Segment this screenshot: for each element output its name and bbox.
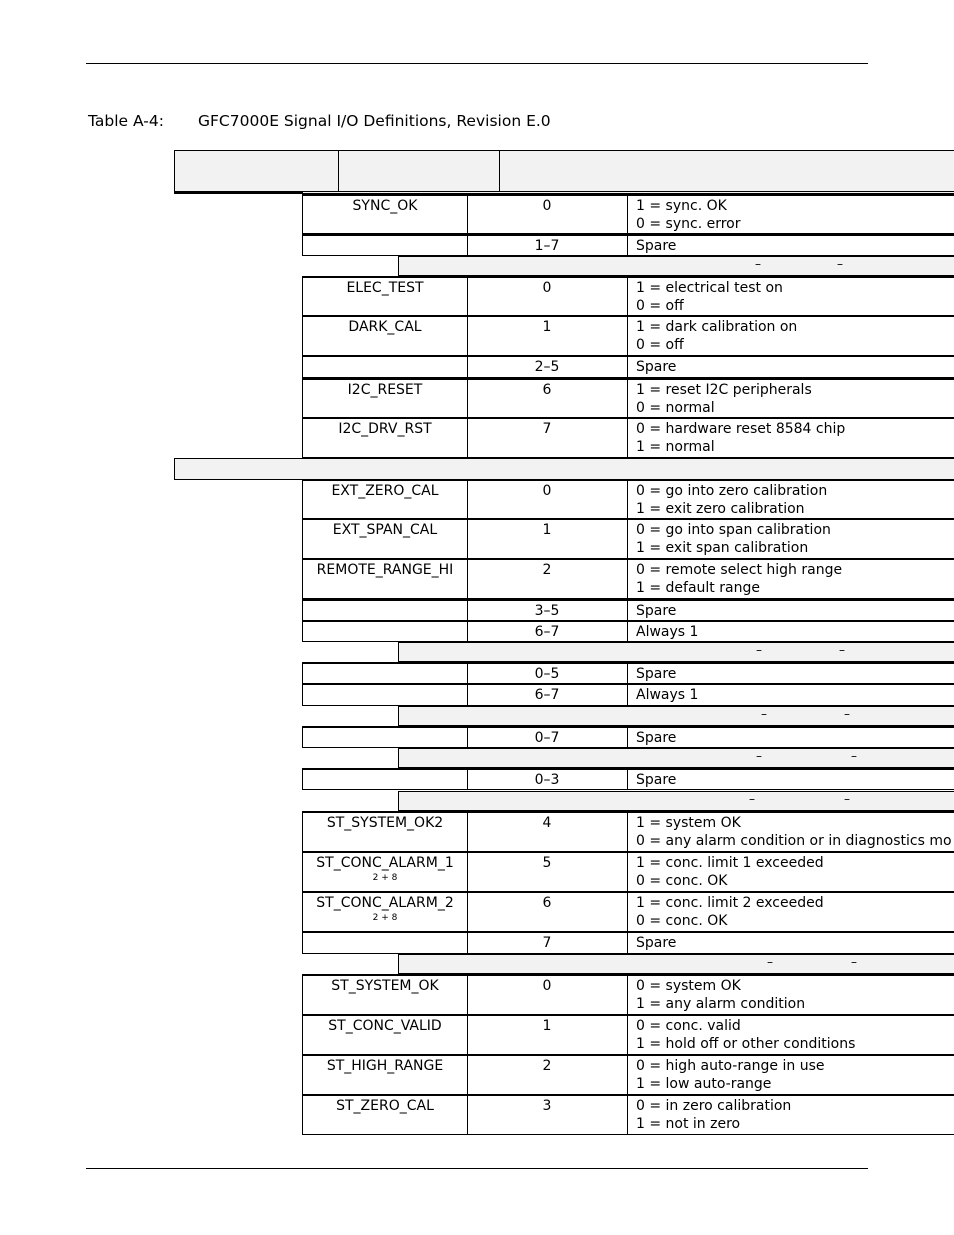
bit-cell: 0 xyxy=(467,278,628,315)
signal-name-cell: ST_SYSTEM_OK xyxy=(303,976,468,1014)
bit-cell: 6 xyxy=(467,893,628,931)
bit-cell: 2–5 xyxy=(467,357,628,377)
description-cell: 0 = in zero calibration 1 = not in zero xyxy=(636,1098,792,1132)
table-row xyxy=(302,234,954,256)
description-cell: 0 = conc. valid 1 = hold off or other conditions xyxy=(636,1018,856,1052)
bit-cell: 0 xyxy=(467,196,628,233)
table-row xyxy=(302,662,954,684)
table-row xyxy=(302,276,954,316)
description-cell: 0 = system OK 1 = any alarm condition xyxy=(636,978,806,1012)
table-row xyxy=(302,852,954,892)
table-number: Table A-4: xyxy=(88,112,164,130)
signal-name-cell xyxy=(303,664,468,683)
table-row xyxy=(302,974,954,1015)
band-dash: – xyxy=(767,955,773,969)
bit-cell: 6–7 xyxy=(467,685,628,705)
table-title: GFC7000E Signal I/O Definitions, Revision E.0 xyxy=(198,112,551,130)
description-cell: 1 = electrical test on 0 = off xyxy=(636,280,783,314)
description-cell: Spare xyxy=(636,730,677,746)
band-dash: – xyxy=(749,792,755,806)
bit-cell: 0–3 xyxy=(467,770,628,789)
table-row xyxy=(302,1055,954,1095)
header-divider xyxy=(499,151,500,191)
bit-cell: 1 xyxy=(467,1016,628,1054)
band-dash: – xyxy=(844,792,850,806)
section-band xyxy=(398,791,954,811)
signal-name-cell: REMOTE_RANGE_HI xyxy=(303,560,468,598)
bit-cell: 3 xyxy=(467,1096,628,1134)
signal-name-cell xyxy=(303,601,468,620)
bit-cell: 0 xyxy=(467,976,628,1014)
bottom-rule xyxy=(86,1168,868,1169)
signal-name-cell: I2C_RESET xyxy=(303,380,468,417)
header-divider xyxy=(338,151,339,191)
band-dash: – xyxy=(756,749,762,763)
description-cell: 0 = remote select high range 1 = default range xyxy=(636,562,843,596)
section-band xyxy=(398,706,954,726)
signal-name-cell: ST_HIGH_RANGE xyxy=(303,1056,468,1094)
description-cell: 1 = system OK 0 = any alarm condition or in diagnostics mo xyxy=(636,815,952,849)
section-band xyxy=(174,458,954,480)
bit-cell: 0 xyxy=(467,481,628,518)
table-row xyxy=(302,519,954,559)
table-row xyxy=(302,418,954,458)
table-row xyxy=(302,479,954,519)
signal-name-cell: ST_CONC_ALARM_1 2 + 8 xyxy=(303,853,468,891)
table-header xyxy=(174,150,954,194)
signal-name-cell: ELEC_TEST xyxy=(303,278,468,315)
table-row xyxy=(302,559,954,599)
signal-name-cell xyxy=(303,933,468,953)
bit-cell: 6–7 xyxy=(467,622,628,641)
band-dash: – xyxy=(756,643,762,657)
table-row xyxy=(302,932,954,954)
table-row xyxy=(302,621,954,642)
description-cell: 0 = go into zero calibration 1 = exit zero calibration xyxy=(636,483,828,517)
description-cell: 1 = conc. limit 2 exceeded 0 = conc. OK xyxy=(636,895,824,929)
description-cell: Spare xyxy=(636,238,677,254)
bit-cell: 1–7 xyxy=(467,236,628,255)
table-row xyxy=(302,356,954,378)
signal-name-cell xyxy=(303,685,468,705)
bit-cell: 2 xyxy=(467,560,628,598)
band-dash: – xyxy=(851,955,857,969)
footnote-ref: 2 + 8 xyxy=(372,873,398,883)
table-row xyxy=(302,599,954,621)
bit-cell: 0–5 xyxy=(467,664,628,683)
signal-name-cell xyxy=(303,770,468,789)
table-row xyxy=(302,1095,954,1135)
band-dash: – xyxy=(844,707,850,721)
bit-cell: 1 xyxy=(467,520,628,558)
description-cell: 0 = high auto-range in use 1 = low auto-range xyxy=(636,1058,825,1092)
signal-name-cell: EXT_SPAN_CAL xyxy=(303,520,468,558)
description-cell: Spare xyxy=(636,935,677,951)
table-row xyxy=(302,684,954,706)
signal-name-cell: ST_SYSTEM_OK2 xyxy=(303,813,468,851)
description-cell: 1 = sync. OK 0 = sync. error xyxy=(636,198,741,232)
section-band xyxy=(398,642,954,662)
table-row xyxy=(302,316,954,356)
signal-name-cell: ST_CONC_ALARM_2 2 + 8 xyxy=(303,893,468,931)
description-cell: 1 = conc. limit 1 exceeded 0 = conc. OK xyxy=(636,855,824,889)
signal-name-cell: ST_ZERO_CAL xyxy=(303,1096,468,1134)
left-block-edge xyxy=(174,192,303,194)
description-cell: Always 1 xyxy=(636,624,699,640)
band-dash: – xyxy=(839,643,845,657)
bit-cell: 5 xyxy=(467,853,628,891)
description-cell: Spare xyxy=(636,666,677,682)
description-cell: Spare xyxy=(636,359,677,375)
table-row xyxy=(302,378,954,418)
description-cell: 0 = go into span calibration 1 = exit span calibration xyxy=(636,522,831,556)
description-cell: Always 1 xyxy=(636,687,699,703)
signal-name-cell xyxy=(303,357,468,377)
section-band xyxy=(398,954,954,974)
bit-cell: 6 xyxy=(467,380,628,417)
band-dash: – xyxy=(837,257,843,271)
table-row xyxy=(302,726,954,748)
signal-name-cell: EXT_ZERO_CAL xyxy=(303,481,468,518)
bit-cell: 2 xyxy=(467,1056,628,1094)
bit-cell: 0–7 xyxy=(467,728,628,747)
table-caption xyxy=(88,112,551,130)
footnote-ref: 2 + 8 xyxy=(372,913,398,923)
band-dash: – xyxy=(755,257,761,271)
table-row xyxy=(302,194,954,234)
section-band xyxy=(398,748,954,768)
description-cell: 1 = dark calibration on 0 = off xyxy=(636,319,798,353)
signal-name-cell: SYNC_OK xyxy=(303,196,468,233)
section-band xyxy=(398,256,954,276)
description-cell: 0 = hardware reset 8584 chip 1 = normal xyxy=(636,421,846,455)
bit-cell: 3–5 xyxy=(467,601,628,620)
description-cell: Spare xyxy=(636,772,677,788)
band-dash: – xyxy=(851,749,857,763)
signal-name-cell xyxy=(303,236,468,255)
table-row xyxy=(302,811,954,852)
bit-cell: 7 xyxy=(467,933,628,953)
table-row xyxy=(302,768,954,790)
bit-cell: 1 xyxy=(467,317,628,355)
table-row xyxy=(302,892,954,932)
bit-cell: 7 xyxy=(467,419,628,457)
description-cell: Spare xyxy=(636,603,677,619)
signal-name-cell xyxy=(303,622,468,641)
band-dash: – xyxy=(761,707,767,721)
top-rule xyxy=(86,63,868,64)
signal-name-cell: DARK_CAL xyxy=(303,317,468,355)
signal-name-cell xyxy=(303,728,468,747)
description-cell: 1 = reset I2C peripherals 0 = normal xyxy=(636,382,812,416)
signal-name-cell: I2C_DRV_RST xyxy=(303,419,468,457)
table-row xyxy=(302,1015,954,1055)
bit-cell: 4 xyxy=(467,813,628,851)
signal-name-cell: ST_CONC_VALID xyxy=(303,1016,468,1054)
